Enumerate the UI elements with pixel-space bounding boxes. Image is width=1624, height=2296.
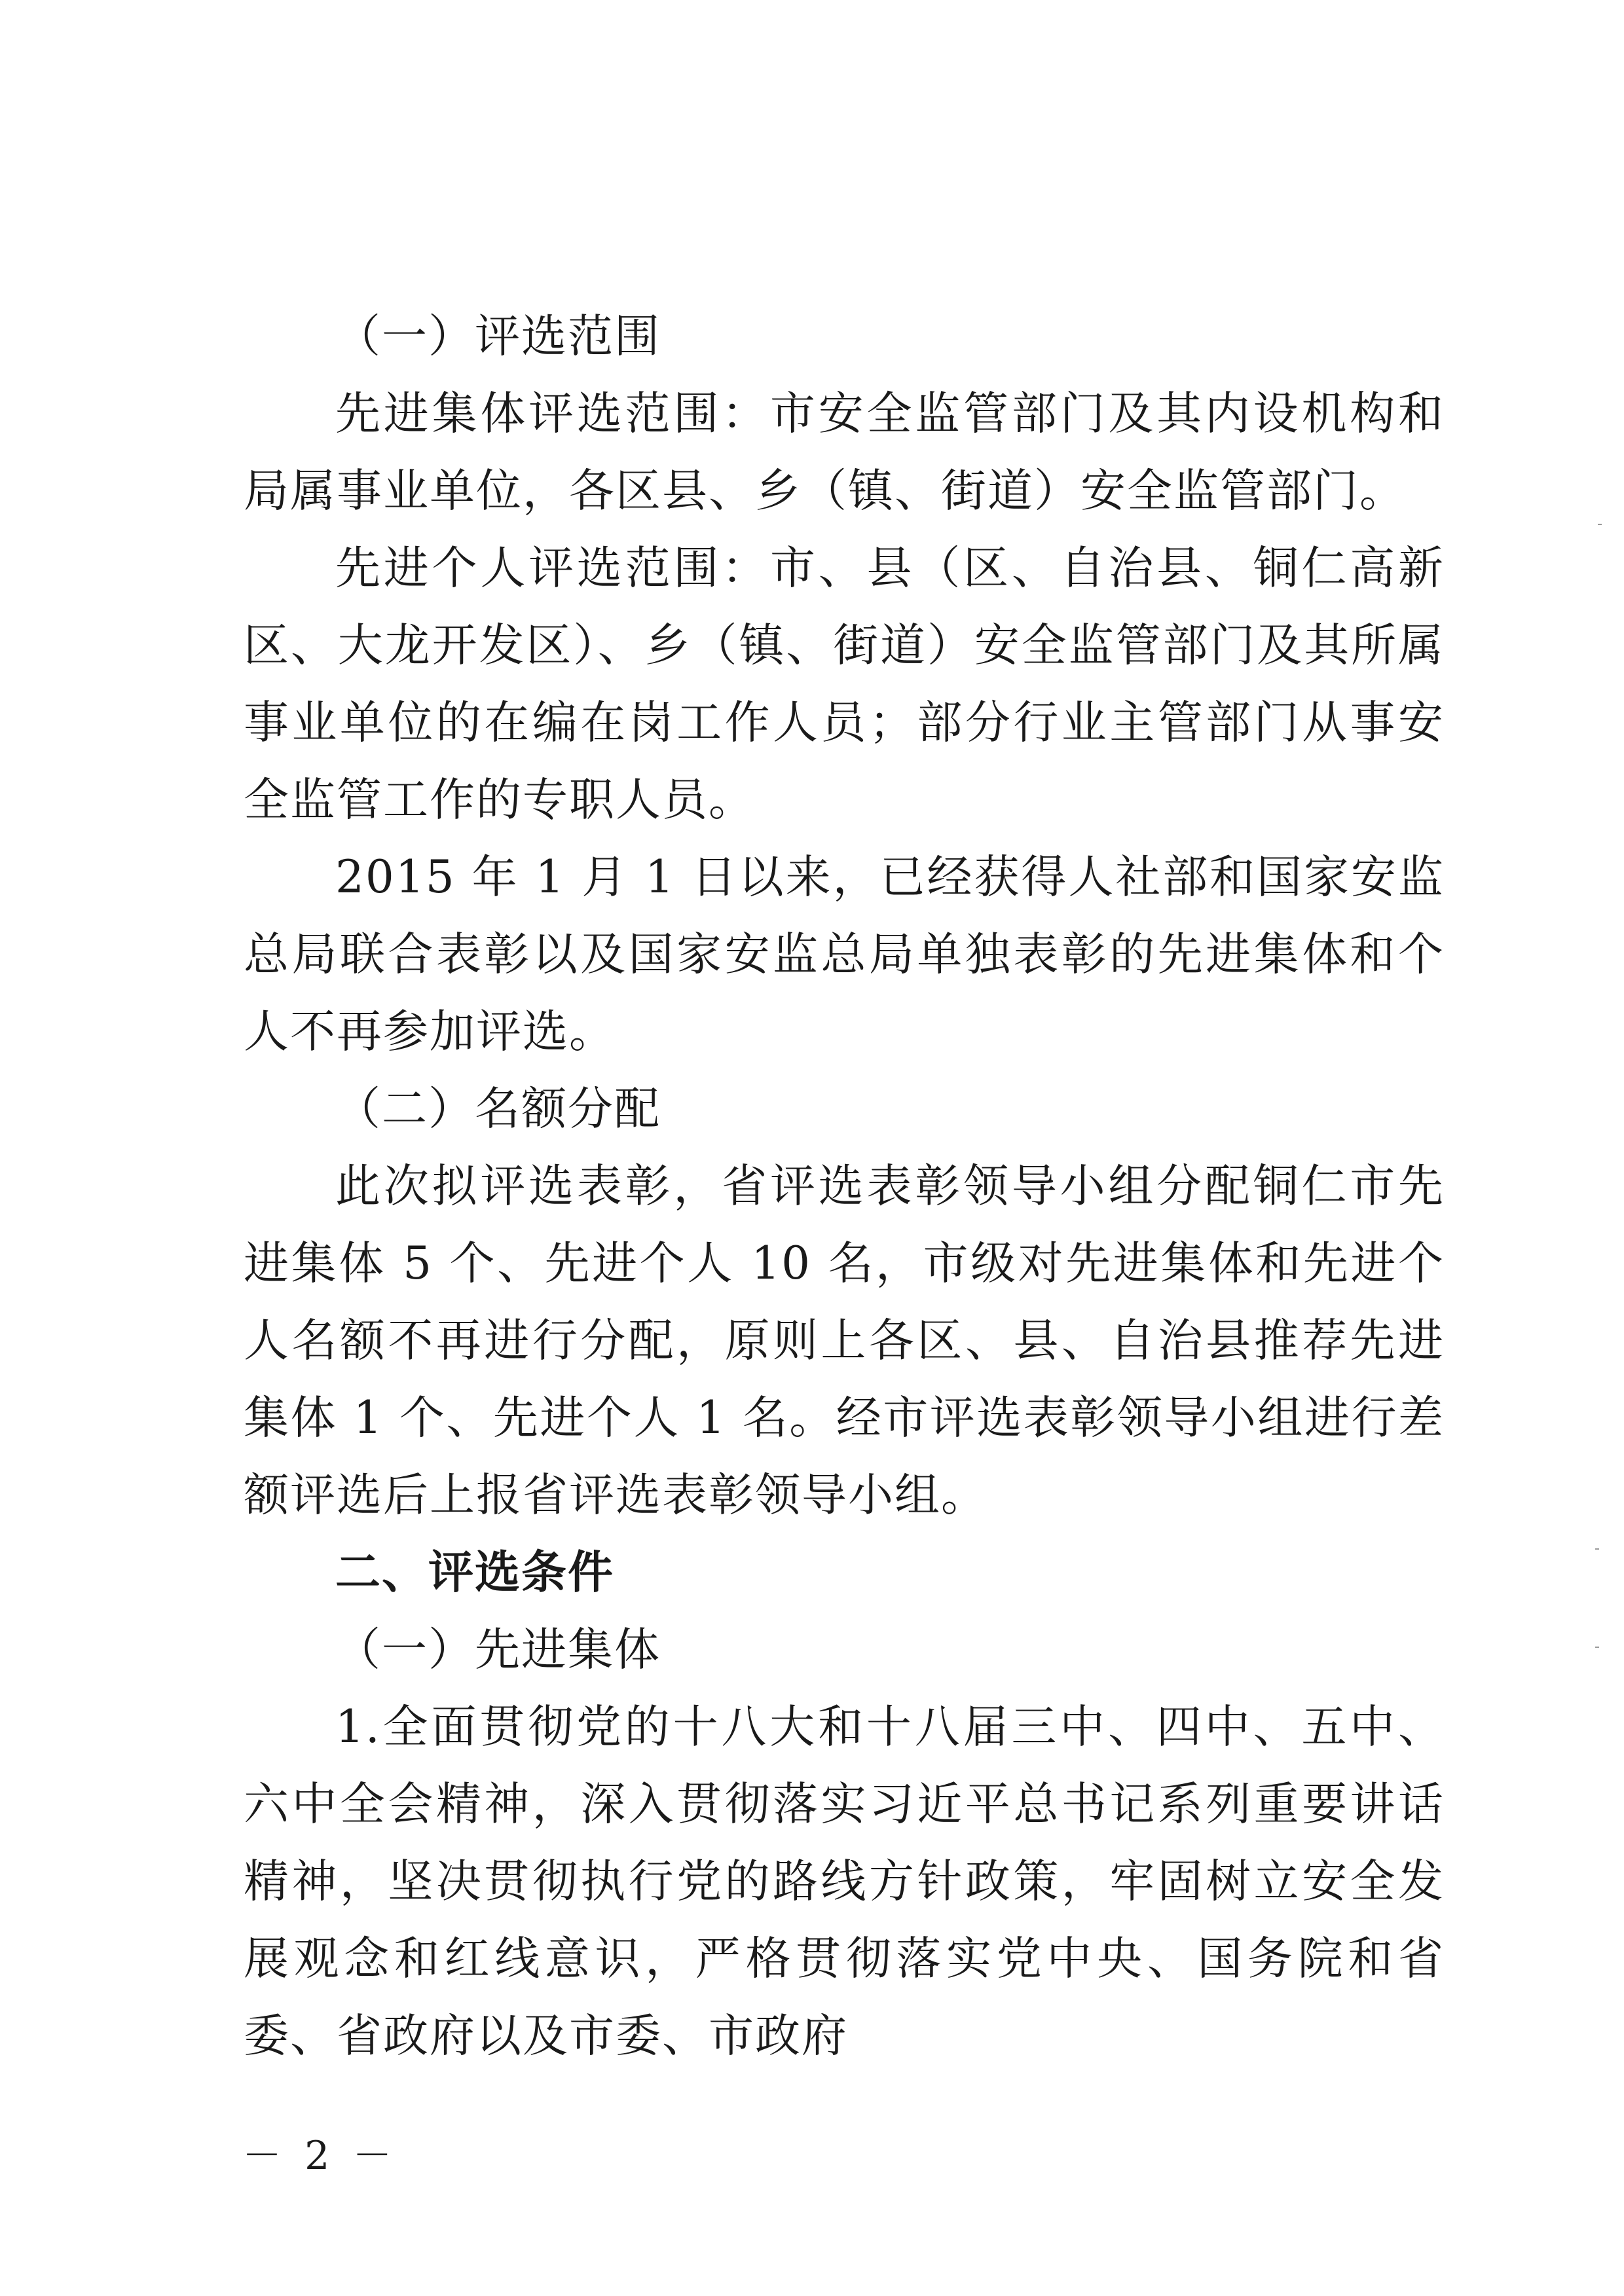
- paragraph-exclusion: 2015 年 1 月 1 日以来，已经获得人社部和国家安监总局联合表彰以及国家安监总局单独表彰的先进集体和个人不再参加评选。: [244, 851, 1445, 1058]
- paragraph-individual-scope: 先进个人评选范围：市、县（区、自治县、铜仁高新区、大龙开发区）、乡（镇、街道）安全监管部门及其所属事业单位的在编在岗工作人员；部分行业主管部门从事安全监管工作的专职人员。: [244, 542, 1445, 826]
- heading-criteria: 二、评选条件: [335, 1546, 614, 1599]
- heading-quota: （二）名额分配: [335, 1083, 661, 1135]
- scan-speck: [1595, 1647, 1599, 1648]
- paragraph-collective-scope: 先进集体评选范围：市安全监管部门及其内设机构和局属事业单位，各区县、乡（镇、街道）安全监管部门。: [244, 388, 1445, 517]
- heading-advanced-collective: （一）先进集体: [335, 1624, 661, 1676]
- body-text: [244, 298, 1445, 2075]
- scan-speck: [1598, 524, 1602, 525]
- page-number: － 2 －: [242, 2133, 397, 2179]
- heading-evaluation-scope: （一）评选范围: [335, 310, 661, 363]
- paragraph-quota: 此次拟评选表彰，省评选表彰领导小组分配铜仁市先进集体 5 个、先进个人 10 名，市级对先进集体和先进个人名额不再进行分配，原则上各区、县、自治县推荐先进集体 1 个、先进个人 1 名。经市评选表彰领导小组进行差额评选后上报省评选表彰领导小组。: [244, 1160, 1445, 1522]
- scan-speck: [1595, 1548, 1599, 1550]
- paragraph-criterion-1: 1.全面贯彻党的十八大和十八届三中、四中、五中、六中全会精神，深入贯彻落实习近平总书记系列重要讲话精神，坚决贯彻执行党的路线方针政策，牢固树立安全发展观念和红线意识，严格贯彻落实党中央、国务院和省委、省政府以及市委、市政府: [244, 1701, 1445, 2062]
